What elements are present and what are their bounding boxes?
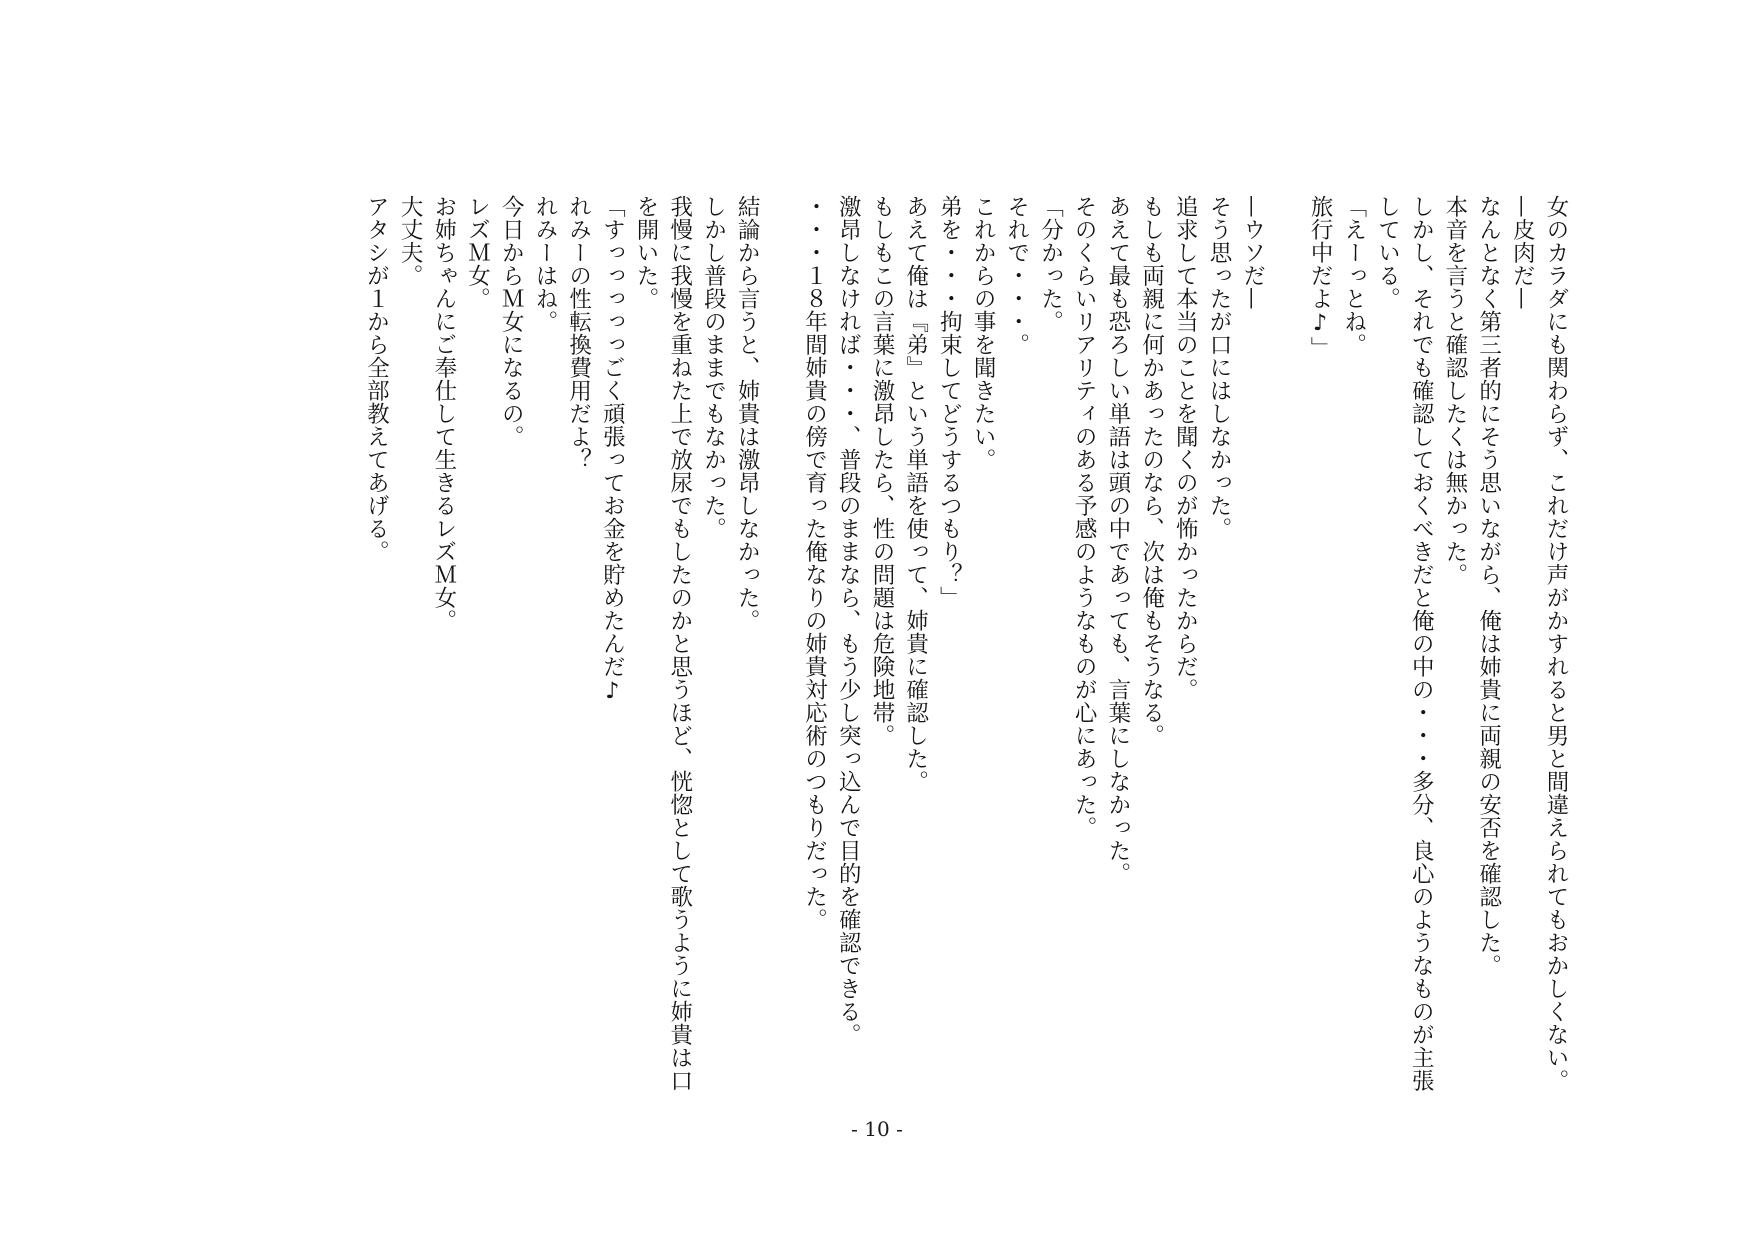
text-line: 「分かった。 bbox=[1037, 195, 1064, 333]
text-line: —皮肉だ— bbox=[1509, 195, 1536, 310]
text-line: 激昂しなければ・・・、普段のままなら、もう少し突っ込んで目的を確認できる。 bbox=[835, 195, 862, 1046]
text-line: 「えーっとね。 bbox=[1340, 195, 1367, 356]
text-line: レズＭ女。 bbox=[464, 195, 491, 310]
text-line: しかし、それでも確認しておくべきだと俺の中の・・・多分、良心のようなものが主張 bbox=[1408, 195, 1435, 1092]
text-line: しかし普段のままでもなかった。 bbox=[700, 195, 727, 540]
text-line: もしも両親に何かあったのなら、次は俺もそうなる。 bbox=[1138, 195, 1165, 747]
text-line: あえて俺は『弟』という単語を使って、姉貴に確認した。 bbox=[902, 195, 929, 793]
text-line: それで・・・。 bbox=[1003, 195, 1030, 356]
text-line: 今日からＭ女になるの。 bbox=[498, 195, 525, 448]
text-line: れみーはね。 bbox=[531, 195, 558, 333]
text-line: 女のカラダにも関わらず、これだけ声がかすれると男と間違えられてもおかしくない。 bbox=[1543, 195, 1569, 1092]
text-line: もしもこの言葉に激昂したら、性の問題は危険地帯。 bbox=[868, 195, 895, 747]
text-line: 我慢に我慢を重ねた上で放尿でもしたのかと思うほど、恍惚として歌うように姉貴は口 bbox=[666, 195, 693, 1092]
text-line: これからの事を聞きたい。 bbox=[970, 195, 997, 471]
text-line: 旅行中だよ♪」 bbox=[1307, 195, 1334, 360]
text-line: している。 bbox=[1374, 195, 1401, 310]
page-number: - 10 - bbox=[851, 1117, 903, 1141]
text-line: れみーの性転換費用だよ？ bbox=[565, 195, 592, 471]
text-line: アタシが１から全部教えてあげる。 bbox=[363, 195, 390, 563]
text-line: —ウソだ— bbox=[1239, 195, 1266, 310]
text-line: を開いた。 bbox=[633, 195, 660, 310]
text-line: あえて最も恐ろしい単語は頭の中であっても、言葉にしなかった。 bbox=[1104, 195, 1131, 885]
text-line: なんとなく第三者的にそう思いながら、俺は姉貴に両親の安否を確認した。 bbox=[1475, 195, 1502, 977]
text-line: 追求して本当のことを聞くのが怖かったからだ。 bbox=[1172, 195, 1199, 701]
blank-line bbox=[763, 195, 797, 1105]
vertical-text-body bbox=[359, 195, 1572, 1105]
text-line: ・・・１８年間姉貴の傍で育った俺なりの姉貴対応術のつもりだった。 bbox=[801, 195, 828, 931]
text-line: 本音を言うと確認したくは無かった。 bbox=[1441, 195, 1468, 586]
text-line: お姉ちゃんにご奉仕して生きるレズＭ女。 bbox=[430, 195, 457, 632]
text-line: 結論から言うと、姉貴は激昂しなかった。 bbox=[734, 195, 761, 632]
blank-line bbox=[1269, 195, 1303, 1105]
text-line: そのくらいリアリティのある予感のようなものが心にあった。 bbox=[1071, 195, 1098, 839]
text-line: そう思ったが口にはしなかった。 bbox=[1205, 195, 1232, 540]
text-line: 「すっっっっっごく頑張ってお金を貯めたんだ♪ bbox=[599, 195, 626, 705]
text-line: 大丈夫。 bbox=[397, 195, 424, 287]
text-line: 弟を・・・拘束してどうするつもり？」 bbox=[936, 195, 963, 609]
